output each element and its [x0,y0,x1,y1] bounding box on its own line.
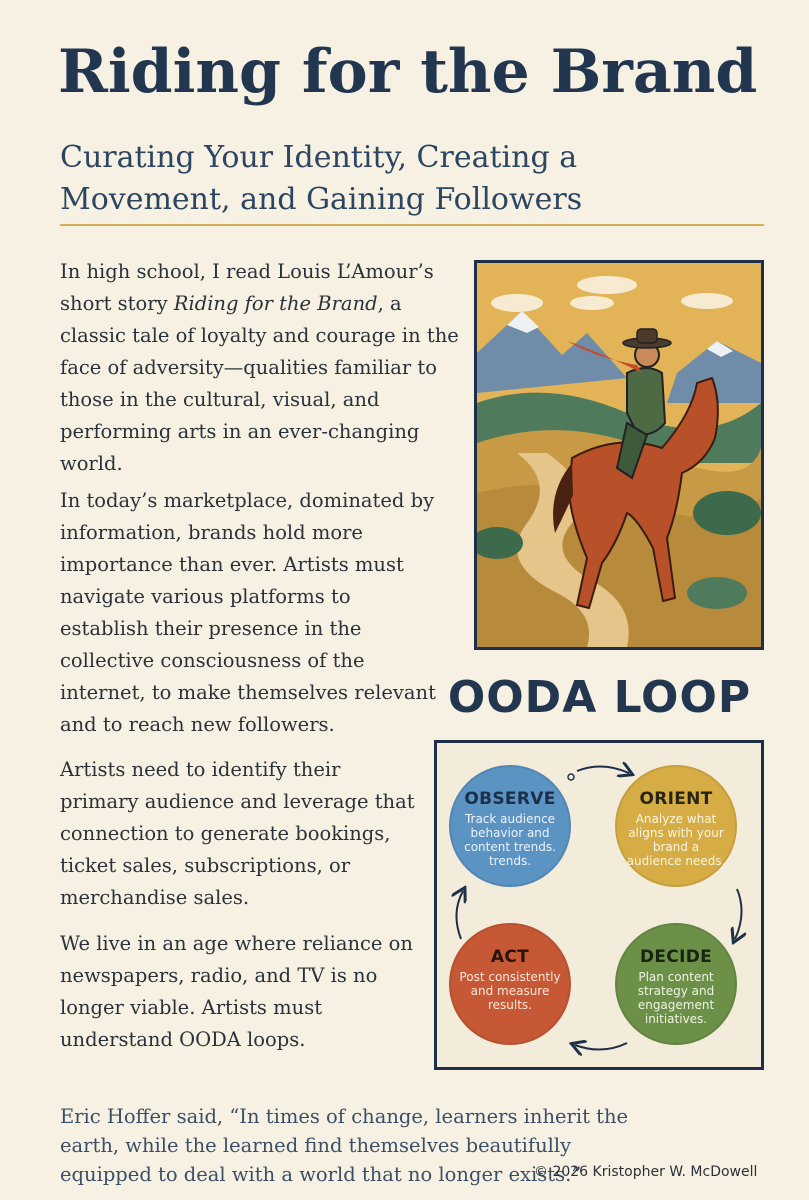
paragraph-intro [60,256,460,480]
act-description: Post consistently and measure results. [459,970,561,1012]
hoffer-quote: Eric Hoffer said, “In times of change, learners inherit the earth, while the learned find themselves beautifully equipped to deal with a world that no longer exists.” [60,1105,629,1186]
paragraph-intro-end: , a classic tale of loyalty and courage in the face of adversity—qualities familiar to those in the cultural, visual, and performing arts in an ever-changing world. [60,292,459,475]
page-title: Riding for the Brand [58,37,758,107]
orient-stage [615,765,737,887]
cowboy-illustration [474,260,764,650]
orient-title: ORIENT [639,789,713,809]
act-title: ACT [490,947,530,967]
subtitle-line-1: Curating Your Identity, Creating a [60,140,578,175]
orient-description: Analyze what aligns with your brand a audience needs. [626,812,726,868]
observe-description: Track audience behavior and content trends. trends. [464,812,556,868]
ooda-loop-diagram [434,740,764,1070]
page-subtitle [60,137,780,221]
paragraph-intro-start: In high school, I read Louis L’Amour’s short story [60,260,434,315]
title-divider [60,224,764,226]
story-title: Riding for the Brand [173,292,378,315]
decide-stage [615,923,737,1045]
paragraph-audience: Artists need to identify their primary audience and leverage that connection to generate bookings, ticket sales, subscriptions, or merchandise sales. [60,758,415,909]
arrow-act-to-observe [456,891,463,939]
act-stage [449,923,571,1045]
decide-description: Plan content strategy and engagement initiatives. [637,970,715,1026]
ooda-loop-title: OODA LOOP [447,672,752,723]
subtitle-line-2: Movement, and Gaining Followers [60,182,583,217]
decide-title: DECIDE [639,947,713,967]
observe-title: OBSERVE [464,789,556,809]
observe-stage [449,765,571,887]
loop-start-dot [568,774,574,780]
paragraph-ooda-intro: We live in an age where reliance on newspapers, radio, and TV is no longer viable. Artists must understand OODA loops. [60,932,413,1051]
arrow-decide-to-act [575,1043,627,1050]
paragraph-marketplace: In today’s marketplace, dominated by information, brands hold more importance than ever. Artists must navigate various platforms to establish their presence in the collective consciousness of the internet, to make themselves relevant and to reach new followers. [60,489,436,736]
arrow-observe-to-orient [577,766,629,773]
arrow-orient-to-decide [735,889,742,939]
cowboy-on-horse-image [477,263,761,647]
copyright-notice: © 2026 Kristopher W. McDowell [534,1164,758,1180]
